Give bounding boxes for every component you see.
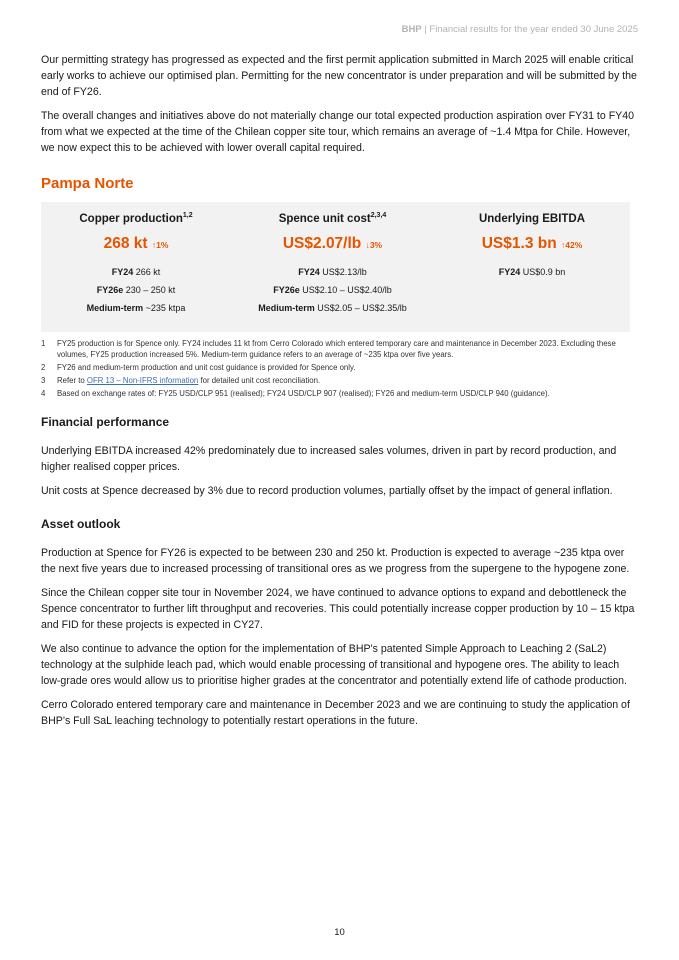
intro-paragraph-1: Our permitting strategy has progressed as expected and the first permit application submitted in March 2025 will enable critical early works to achieve our optimised plan. Permitting for the new concentrator is under preparation and will be submitted by the end of FY26.: [41, 54, 637, 98]
footnote: 4 Based on exchange rates of: FY25 USD/CLP 951 (realised); FY24 USD/CLP 907 (realised); FY26 and medium-term USD/CLP 940 (guidance).: [41, 389, 550, 398]
kpi-underlying-ebitda: [434, 212, 630, 332]
kpi-heading: Underlying EBITDA: [478, 212, 586, 225]
section-title: Pampa Norte: [41, 175, 134, 192]
page-header: [402, 24, 638, 35]
header-title: Financial results for the year ended 30 June 2025: [429, 24, 638, 35]
kpi-heading: Spence unit cost$^{2,3,4}$: [278, 212, 387, 225]
header-brand: BHP: [401, 24, 422, 35]
kpi-heading: Copper production$^{1,2}$: [79, 212, 193, 225]
kpi-line: FY24 266 kt: [111, 267, 161, 277]
page-number: 10: [334, 927, 345, 938]
kpi-change: ↑1%: [151, 240, 169, 250]
financial-paragraph: Underlying EBITDA increased 42% predominately due to increased sales volumes, driven in part by record production, and higher realised copper prices.: [41, 445, 617, 473]
footnote: 3 Refer to OFR 13 – Non-IFRS information for detailed unit cost reconciliation.: [41, 376, 321, 385]
kpi-value: US$2.07/lb ↓3%: [282, 235, 383, 252]
outlook-paragraph: Production at Spence for FY26 is expected to be between 230 and 250 kt. Production is expected to average ~235 ktpa over the next five years due to increased processing of transitional ores as we progress from the supergene to the hypogene zone.: [41, 547, 630, 575]
kpi-line: FY26e 230 – 250 kt: [96, 285, 176, 295]
outlook-paragraph: Since the Chilean copper site tour in November 2024, we have continued to advance options to expand and debottleneck the Spence concentrator to further lift throughput and recoveries. This could potentially increase copper production by 10 – 15 ktpa and FID for these projects is expected in CY27.: [41, 587, 635, 631]
kpi-change: ↓3%: [365, 240, 383, 250]
financial-performance-heading: Financial performance: [41, 415, 170, 429]
kpi-line: FY24 US$0.9 bn: [498, 267, 566, 277]
kpi-copper-production: [41, 212, 231, 332]
footnotes: [41, 338, 641, 399]
kpi-panel: [41, 202, 630, 332]
kpi-value: US$1.3 bn ↑42%: [481, 235, 583, 252]
kpi-change: ↑42%: [561, 240, 583, 250]
outlook-paragraph: Cerro Colorado entered temporary care and maintenance in December 2023 and we are continuing to study the application of BHP’s Full SaL leaching technology to potentially restart operations in the future.: [41, 699, 630, 727]
kpi-line: Medium-term US$2.05 – US$2.35/lb: [258, 303, 407, 313]
kpi-line: FY24 US$2.13/lb: [298, 267, 367, 277]
financial-paragraph: Unit costs at Spence decreased by 3% due to record production volumes, partially offset by the impact of general inflation.: [41, 485, 613, 497]
kpi-line: FY26e US$2.10 – US$2.40/lb: [273, 285, 392, 295]
kpi-value: 268 kt ↑1%: [103, 235, 169, 252]
footnote: 1 FY25 production is for Spence only. FY24 includes 11 kt from Cerro Colorado which entered temporary care and maintenance in December 2023. Excluding these volumes, FY25 production increased 5%. Medium-term guidance refers to an average of ~235 ktpa over five years.: [41, 339, 616, 359]
header-separator: |: [421, 24, 430, 35]
intro-paragraph-2: The overall changes and initiatives above do not materially change our total expected production aspiration over FY31 to FY40 from what we expected at the time of the Chilean copper site tour, which remains an average of ~1.4 Mtpa for Chile. However, we now expect this to be achieved with lower overall capital required.: [41, 110, 635, 154]
kpi-line: Medium-term ~235 ktpa: [86, 303, 186, 313]
outlook-paragraph: We also continue to advance the option for the implementation of BHP's patented Simple Approach to Leaching 2 (SaL2) technology at the sulphide leach pad, which would enable processing of transitional and hypogene ores. The ability to leach low-grade ores would allow us to prioritise higher grades at the concentrator and potentially extend life of cathode production.: [41, 643, 627, 687]
ofr13-link[interactable]: OFR 13 – Non-IFRS information: [86, 376, 199, 385]
footnote: 2 FY26 and medium-term production and unit cost guidance is provided for Spence only.: [41, 363, 356, 372]
asset-outlook-heading: Asset outlook: [41, 517, 121, 531]
page-content: [41, 52, 641, 737]
kpi-spence-unit-cost: [231, 212, 434, 332]
